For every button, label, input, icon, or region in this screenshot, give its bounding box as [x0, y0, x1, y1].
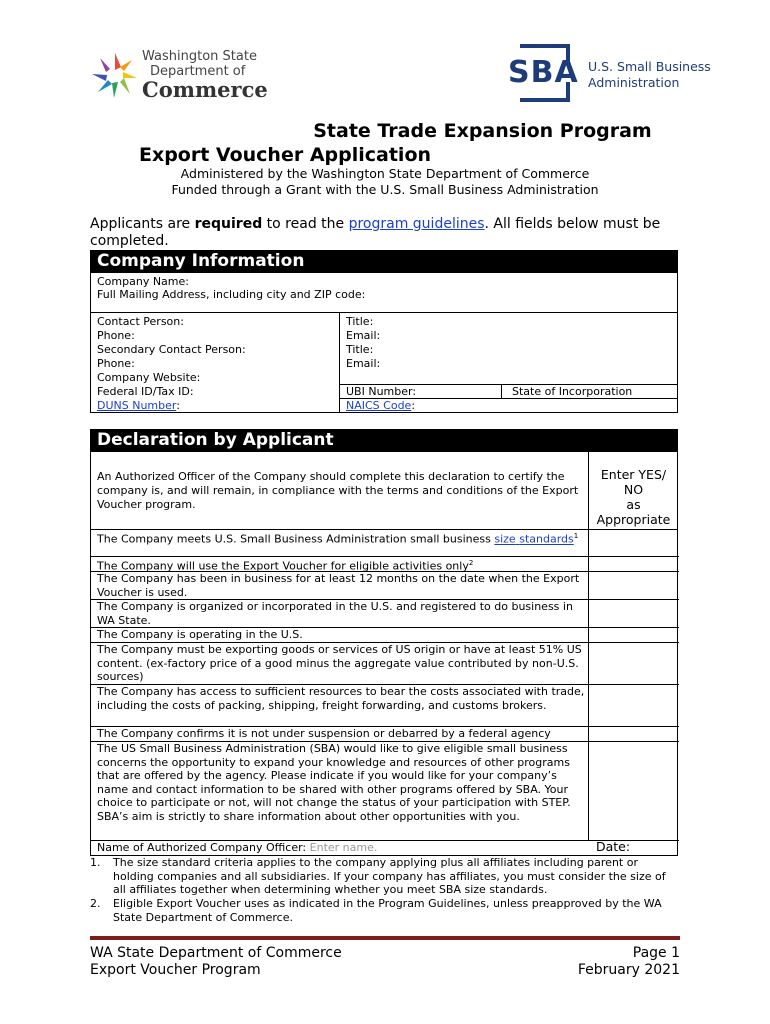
declaration-row-size-standards: The Company meets U.S. Small Business Administration small business size standards$^1$: [91, 529, 588, 557]
officer-name-field: Name of Authorized Company Officer: Enter name.: [97, 841, 378, 854]
subtitle-line1: Administered by the Washington State Department of Commerce: [180, 166, 590, 181]
company-name-address-box: [90, 272, 678, 313]
email1-label[interactable]: Email:: [346, 329, 381, 342]
state-incorporation-label[interactable]: State of Incorporation: [512, 385, 633, 398]
answer-cell-2[interactable]: [588, 557, 679, 572]
title-line2: Export Voucher Application: [138, 144, 432, 166]
title-line1: State Trade Expansion Program: [313, 120, 652, 142]
date-label[interactable]: Date:: [596, 839, 631, 854]
declaration-intro: An Authorized Officer of the Company should complete this declaration to certify the company is, and will remain, in compliance with the terms and conditions of the Export Voucher program.: [97, 470, 579, 511]
declaration-row-us-content: The Company must be exporting goods or services of US origin or have at least 51% US content. (ex-factory price of a good minus the aggregate value contributed by non-U.S. sources): [91, 643, 588, 685]
answer-column-header: Enter YES/ NO as Appropriate: [596, 467, 671, 527]
declaration-row-12-months: The Company has been in business for at least 12 months on the date when the Export Voucher is used.: [91, 572, 588, 600]
tax-id-label[interactable]: Federal ID/Tax ID:: [97, 385, 194, 398]
footer-page-number: Page 1: [632, 945, 680, 961]
title1-label[interactable]: Title:: [346, 315, 374, 328]
duns-number-field: DUNS Number:: [97, 399, 180, 412]
declaration-row-wa-registered: The Company is organized or incorporated in the U.S. and registered to do business in WA State.: [91, 600, 588, 628]
answer-cell-5[interactable]: [588, 628, 679, 643]
wa-logo-line3: Commerce: [142, 77, 268, 102]
officer-name-input[interactable]: Enter name.: [309, 841, 378, 854]
wa-commerce-logo: [90, 48, 268, 104]
phone2-label[interactable]: Phone:: [97, 357, 135, 370]
answer-cell-4[interactable]: [588, 600, 679, 628]
company-info-heading: Company Information: [90, 250, 678, 272]
intro-text: Applicants are required to read the program guidelines. All fields below must be completed.: [90, 216, 661, 249]
mailing-address-label[interactable]: Full Mailing Address, including city and ZIP code:: [97, 288, 366, 301]
naics-code-link[interactable]: NAICS Code: [346, 399, 412, 412]
answer-cell-9[interactable]: [588, 742, 679, 841]
declaration-heading: Declaration by Applicant: [90, 429, 678, 451]
declaration-row-operating-us: The Company is operating in the U.S.: [91, 628, 588, 643]
declaration-row-not-debarred: The Company confirms it is not under suspension or debarred by a federal agency: [91, 727, 588, 742]
contact-grid: [90, 313, 678, 413]
footer-left-line2: Export Voucher Program: [90, 962, 261, 978]
footer-left-line1: WA State Department of Commerce: [90, 945, 342, 961]
answer-cell-8[interactable]: [588, 727, 679, 742]
declaration-row-resources: The Company has access to sufficient resources to bear the costs associated with trade, including the costs of packing, shipping, freight forwarding, and customs brokers.: [91, 685, 588, 727]
declaration-row-eligible-activities: The Company will use the Export Voucher for eligible activities only$^2$: [91, 557, 588, 572]
footer-date: February 2021: [577, 962, 680, 978]
secondary-contact-label[interactable]: Secondary Contact Person:: [97, 343, 246, 356]
ubi-number-label[interactable]: UBI Number:: [346, 385, 417, 398]
answer-cell-3[interactable]: [588, 572, 679, 600]
answer-cell-7[interactable]: [588, 685, 679, 727]
sba-mark: SBA: [508, 55, 579, 90]
subtitle-line2: Funded through a Grant with the U.S. Small Business Administration: [171, 182, 599, 197]
declaration-row-sba-sharing: The US Small Business Administration (SBA) would like to give eligible small business concerns the opportunity to expand your knowledge and resources of other programs that are offered by the agency. Please indicate if you would like for your company’s name and contact information to be shared with other programs offered by SBA. Your choice to participate or not, will not change the status of your participation with STEP. SBA’s aim is strictly to share information about other opportunities with you.: [91, 742, 588, 841]
title2-label[interactable]: Title:: [346, 343, 374, 356]
declaration-table: [90, 451, 678, 856]
phone1-label[interactable]: Phone:: [97, 329, 135, 342]
wa-logo-line1: Washington State: [142, 49, 257, 64]
duns-number-link[interactable]: DUNS Number: [97, 399, 177, 412]
footnote-1: 1. The size standard criteria applies to the company applying plus all affiliates including parent or holding companies and all subsidiaries. If your company has affiliates, you must consider the size of all affiliates together when determining whether you meet SBA size standards.: [90, 856, 666, 896]
footer-rule: [90, 936, 680, 940]
sba-logo-line1: U.S. Small Business: [588, 59, 711, 74]
wa-logo-line2: Department of: [150, 64, 246, 79]
answer-cell-1[interactable]: [588, 529, 679, 557]
company-name-label[interactable]: Company Name:: [97, 275, 189, 288]
answer-cell-6[interactable]: [588, 643, 679, 685]
sba-logo: [508, 44, 711, 102]
contact-person-label[interactable]: Contact Person:: [97, 315, 184, 328]
star-logo-icon: [90, 50, 140, 100]
naics-code-field: NAICS Code:: [346, 399, 416, 412]
size-standards-link[interactable]: size standards: [494, 532, 574, 546]
website-label[interactable]: Company Website:: [97, 371, 201, 384]
email2-label[interactable]: Email:: [346, 357, 381, 370]
sba-logo-line2: Administration: [588, 75, 680, 90]
footnote-2: 2. Eligible Export Voucher uses as indicated in the Program Guidelines, unless preapproved by the WA State Department of Commerce.: [90, 897, 662, 924]
program-guidelines-link[interactable]: program guidelines: [348, 216, 485, 232]
